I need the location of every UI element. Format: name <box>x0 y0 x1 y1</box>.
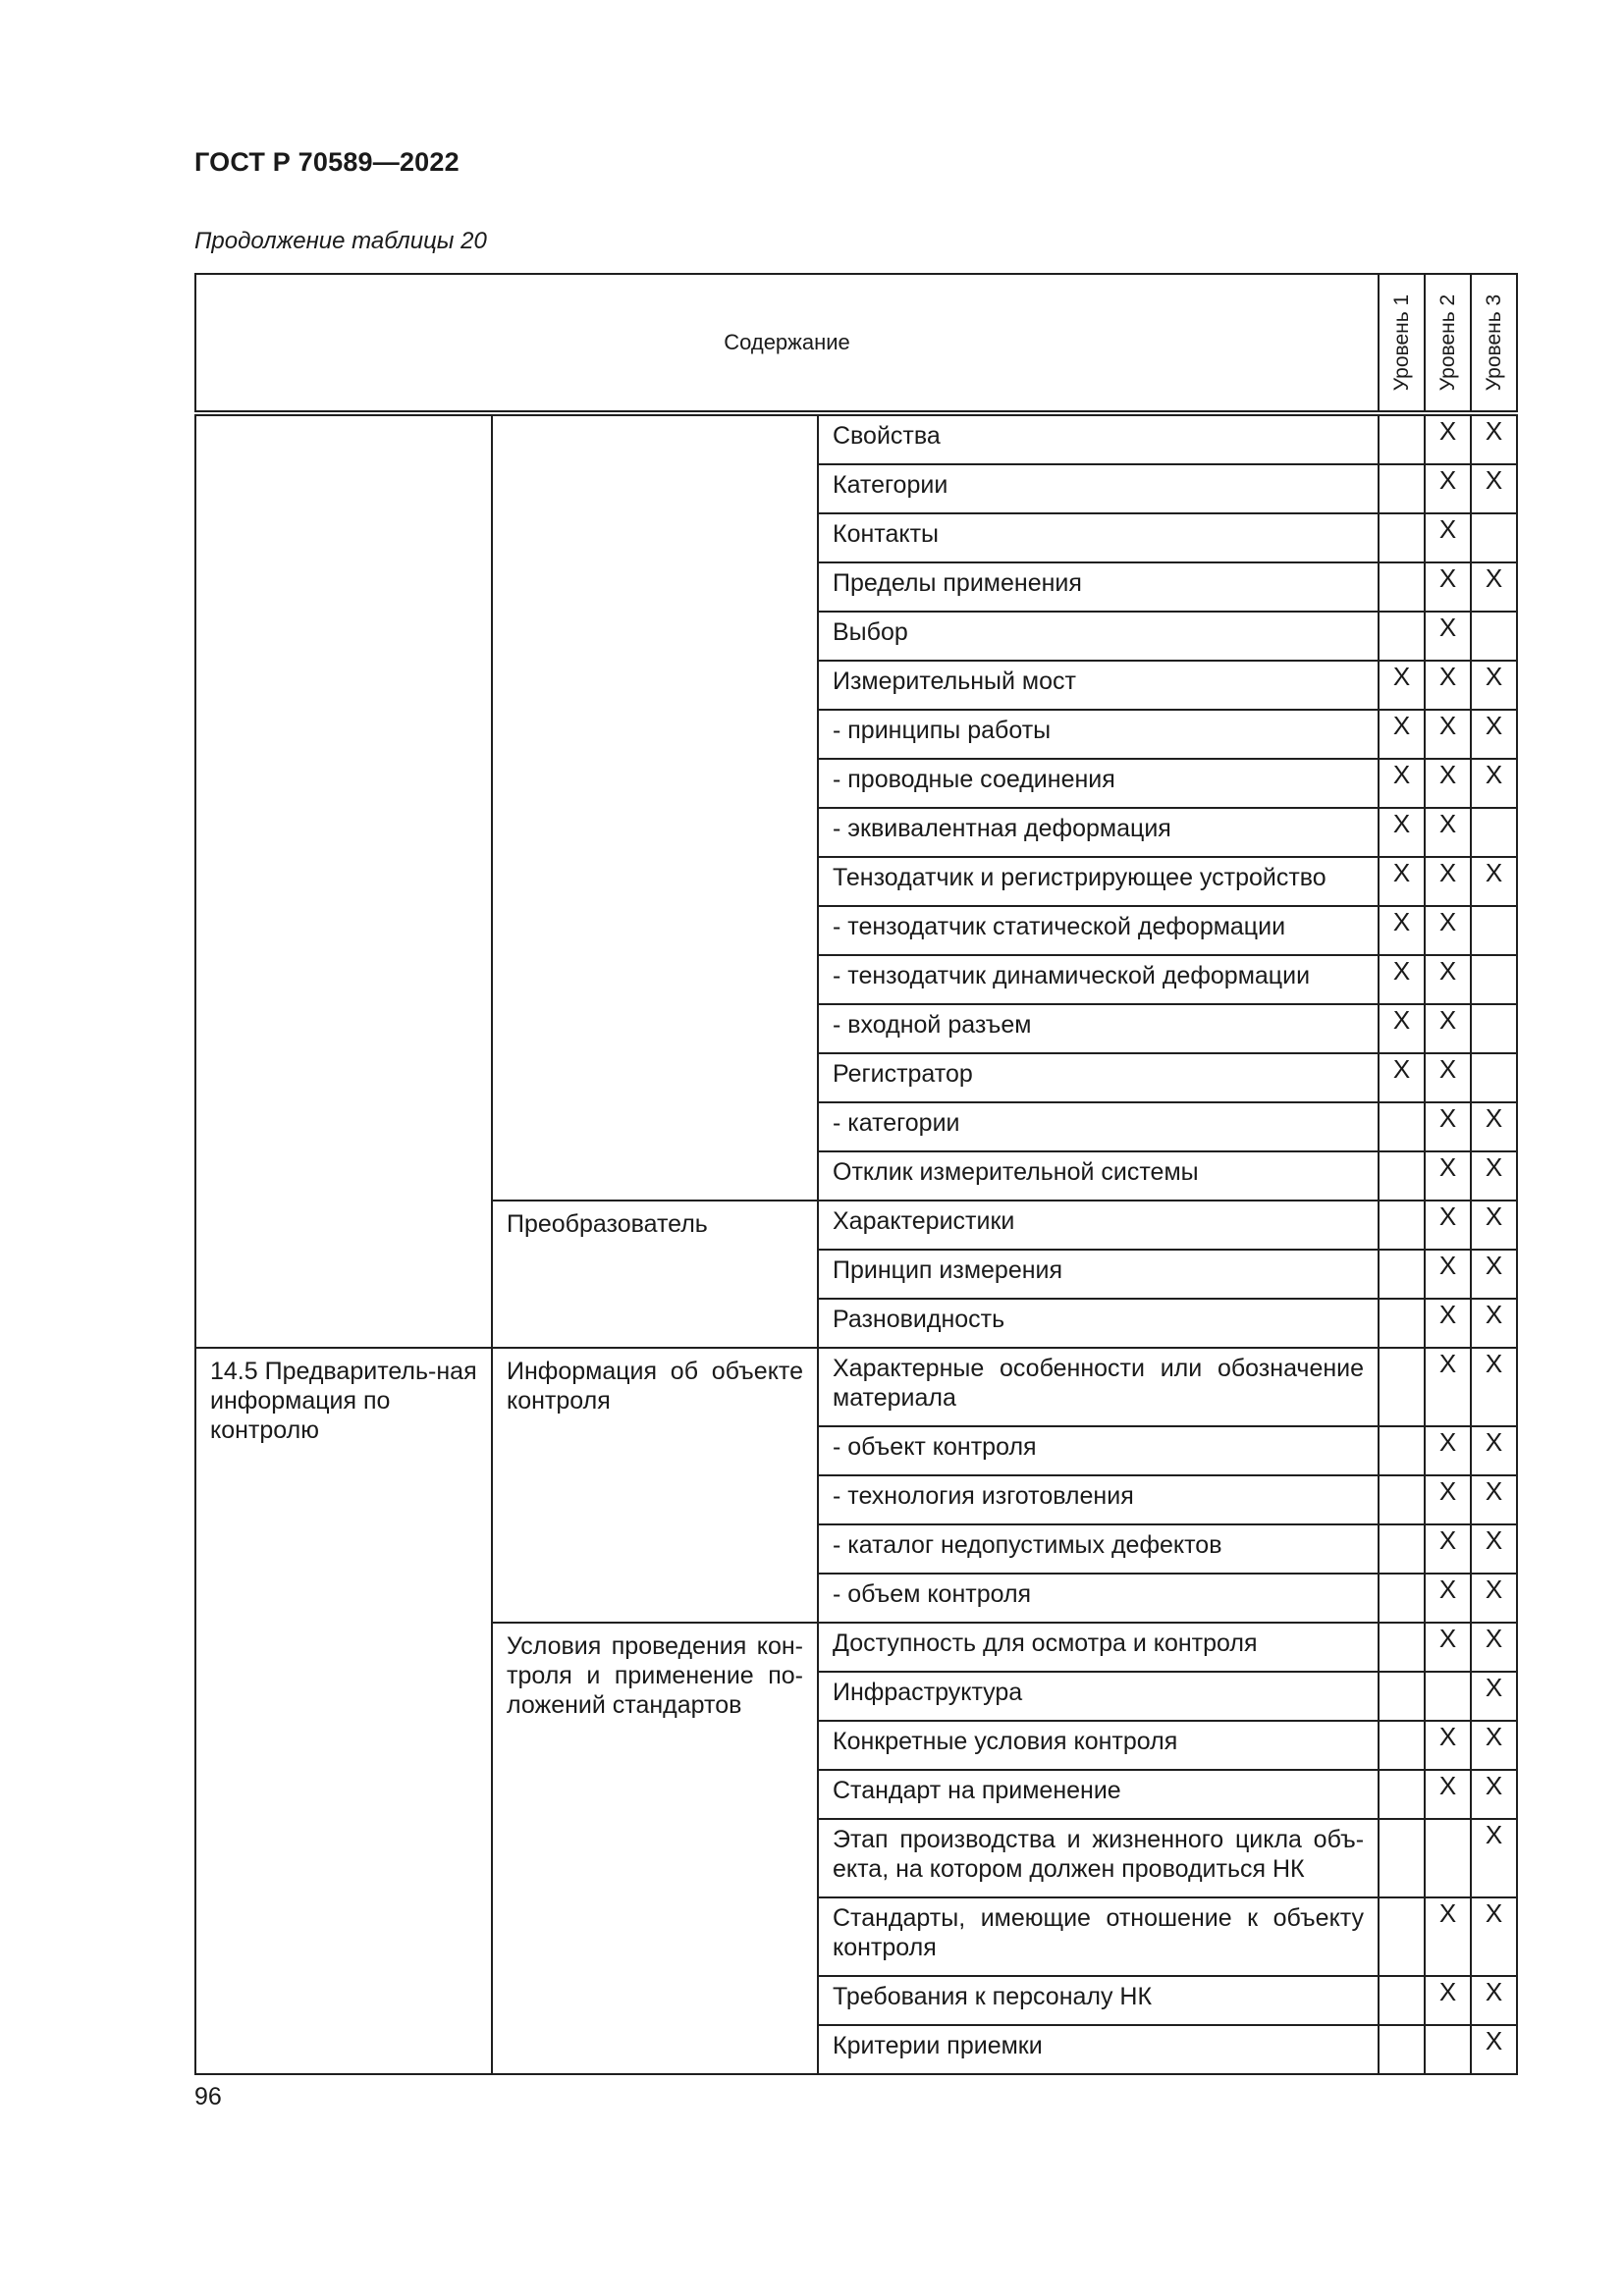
level-3-mark: X <box>1471 464 1517 513</box>
level-1-mark <box>1379 1201 1425 1250</box>
level-1-mark <box>1379 1250 1425 1299</box>
item-label: Критерии приемки <box>818 2025 1379 2074</box>
level-2-mark: X <box>1425 1897 1471 1976</box>
level-2-mark: X <box>1425 1623 1471 1672</box>
item-label: Категории <box>818 464 1379 513</box>
header-content: Содержание <box>195 274 1379 413</box>
item-label: - объем контроля <box>818 1574 1379 1623</box>
level-3-mark: X <box>1471 1897 1517 1976</box>
level-1-mark: X <box>1379 710 1425 759</box>
item-label: Пределы применения <box>818 562 1379 612</box>
item-label: - тензодатчик статической деформации <box>818 906 1379 955</box>
level-1-mark <box>1379 1102 1425 1151</box>
level-1-mark: X <box>1379 1004 1425 1053</box>
level-2-mark: X <box>1425 562 1471 612</box>
group-converter: Преобразователь <box>492 1201 818 1348</box>
level-3-mark <box>1471 513 1517 562</box>
level-3-mark <box>1471 808 1517 857</box>
item-label: Характерные особенности или обозначение материала <box>818 1348 1379 1426</box>
item-label: Инфраструктура <box>818 1672 1379 1721</box>
item-label: Стандарты, имеющие отношение к объекту контроля <box>818 1897 1379 1976</box>
item-label: - проводные соединения <box>818 759 1379 808</box>
item-label: - объект контроля <box>818 1426 1379 1475</box>
level-3-mark: X <box>1471 1102 1517 1151</box>
level-2-mark: X <box>1425 1348 1471 1426</box>
table-caption: Продолжение таблицы 20 <box>194 228 487 254</box>
level-1-mark <box>1379 1348 1425 1426</box>
level-2-mark: X <box>1425 513 1471 562</box>
level-2-mark: X <box>1425 1004 1471 1053</box>
level-2-mark: X <box>1425 808 1471 857</box>
item-label: Тензодатчик и регистрирующее устройство <box>818 857 1379 906</box>
level-3-mark: X <box>1471 1770 1517 1819</box>
item-label: Характеристики <box>818 1201 1379 1250</box>
item-label: Свойства <box>818 413 1379 464</box>
level-3-mark: X <box>1471 1348 1517 1426</box>
level-2-mark: X <box>1425 759 1471 808</box>
level-2-mark: X <box>1425 955 1471 1004</box>
level-1-mark <box>1379 1819 1425 1897</box>
level-3-mark: X <box>1471 759 1517 808</box>
level-3-mark: X <box>1471 710 1517 759</box>
item-label: - категории <box>818 1102 1379 1151</box>
level-2-mark <box>1425 1672 1471 1721</box>
level-3-mark: X <box>1471 1721 1517 1770</box>
level-1-mark <box>1379 1151 1425 1201</box>
level-1-mark <box>1379 1976 1425 2025</box>
level-1-mark <box>1379 2025 1425 2074</box>
level-2-mark: X <box>1425 1102 1471 1151</box>
item-label: Контакты <box>818 513 1379 562</box>
level-1-mark: X <box>1379 661 1425 710</box>
level-3-mark: X <box>1471 1524 1517 1574</box>
header-level-1-label: Уровень 1 <box>1389 294 1413 392</box>
level-3-mark: X <box>1471 413 1517 464</box>
level-3-mark: X <box>1471 1574 1517 1623</box>
table-row <box>195 413 1517 464</box>
item-label: Выбор <box>818 612 1379 661</box>
item-label: Этап производства и жизненного цикла объ-екта, на котором должен проводиться НК <box>818 1819 1379 1897</box>
item-label: Стандарт на применение <box>818 1770 1379 1819</box>
level-2-mark: X <box>1425 1770 1471 1819</box>
level-1-mark <box>1379 1299 1425 1348</box>
level-1-mark <box>1379 1475 1425 1524</box>
group-cell-empty <box>492 413 818 1201</box>
level-3-mark: X <box>1471 661 1517 710</box>
table-row <box>195 1348 1517 1426</box>
level-3-mark: X <box>1471 2025 1517 2074</box>
level-2-mark: X <box>1425 1976 1471 2025</box>
level-3-mark: X <box>1471 1976 1517 2025</box>
level-1-mark <box>1379 1770 1425 1819</box>
level-2-mark <box>1425 2025 1471 2074</box>
level-1-mark <box>1379 1574 1425 1623</box>
item-label: - принципы работы <box>818 710 1379 759</box>
table-header-row <box>195 274 1517 413</box>
group-conditions: Условия проведения кон-троля и применение по-ложений стандартов <box>492 1623 818 2074</box>
level-3-mark <box>1471 1053 1517 1102</box>
level-2-mark: X <box>1425 1151 1471 1201</box>
document-title: ГОСТ Р 70589—2022 <box>194 147 460 177</box>
item-label: Разновидность <box>818 1299 1379 1348</box>
item-label: - технология изготовления <box>818 1475 1379 1524</box>
item-label: - входной разъем <box>818 1004 1379 1053</box>
level-2-mark: X <box>1425 661 1471 710</box>
level-3-mark: X <box>1471 1250 1517 1299</box>
level-3-mark <box>1471 955 1517 1004</box>
level-1-mark <box>1379 1897 1425 1976</box>
level-3-mark: X <box>1471 1426 1517 1475</box>
header-level-2 <box>1425 274 1471 413</box>
level-1-mark <box>1379 1623 1425 1672</box>
level-1-mark <box>1379 464 1425 513</box>
item-label: Требования к персоналу НК <box>818 1976 1379 2025</box>
level-1-mark: X <box>1379 759 1425 808</box>
item-label: - тензодатчик динамической деформации <box>818 955 1379 1004</box>
level-2-mark: X <box>1425 612 1471 661</box>
item-label: Измерительный мост <box>818 661 1379 710</box>
level-3-mark: X <box>1471 1299 1517 1348</box>
level-2-mark: X <box>1425 1721 1471 1770</box>
item-label: - эквивалентная деформация <box>818 808 1379 857</box>
level-2-mark: X <box>1425 1250 1471 1299</box>
level-1-mark <box>1379 1672 1425 1721</box>
header-level-1 <box>1379 274 1425 413</box>
level-2-mark: X <box>1425 710 1471 759</box>
item-label: Отклик измерительной системы <box>818 1151 1379 1201</box>
level-2-mark: X <box>1425 857 1471 906</box>
level-2-mark: X <box>1425 1201 1471 1250</box>
level-3-mark: X <box>1471 1201 1517 1250</box>
topic-preliminary-info: 14.5 Предваритель-ная информация по контролю <box>195 1348 492 2074</box>
level-1-mark: X <box>1379 1053 1425 1102</box>
item-label: Конкретные условия контроля <box>818 1721 1379 1770</box>
level-3-mark: X <box>1471 1151 1517 1201</box>
level-3-mark: X <box>1471 857 1517 906</box>
header-level-3 <box>1471 274 1517 413</box>
level-2-mark: X <box>1425 1475 1471 1524</box>
level-1-mark: X <box>1379 955 1425 1004</box>
item-label: Регистратор <box>818 1053 1379 1102</box>
group-object-info: Информация об объекте контроля <box>492 1348 818 1623</box>
level-1-mark: X <box>1379 857 1425 906</box>
level-2-mark: X <box>1425 1426 1471 1475</box>
level-2-mark: X <box>1425 413 1471 464</box>
level-1-mark <box>1379 1721 1425 1770</box>
item-label: - каталог недопустимых дефектов <box>818 1524 1379 1574</box>
level-2-mark: X <box>1425 1524 1471 1574</box>
level-2-mark: X <box>1425 1053 1471 1102</box>
level-1-mark <box>1379 562 1425 612</box>
level-3-mark: X <box>1471 1672 1517 1721</box>
content-table <box>194 273 1518 2075</box>
level-3-mark <box>1471 612 1517 661</box>
level-3-mark <box>1471 906 1517 955</box>
level-3-mark <box>1471 1004 1517 1053</box>
level-1-mark: X <box>1379 906 1425 955</box>
item-label: Принцип измерения <box>818 1250 1379 1299</box>
level-3-mark: X <box>1471 1819 1517 1897</box>
header-level-3-label: Уровень 3 <box>1482 294 1505 392</box>
level-3-mark: X <box>1471 562 1517 612</box>
level-3-mark: X <box>1471 1623 1517 1672</box>
item-label: Доступность для осмотра и контроля <box>818 1623 1379 1672</box>
level-2-mark <box>1425 1819 1471 1897</box>
level-1-mark: X <box>1379 808 1425 857</box>
level-1-mark <box>1379 413 1425 464</box>
level-2-mark: X <box>1425 1574 1471 1623</box>
level-2-mark: X <box>1425 906 1471 955</box>
level-3-mark: X <box>1471 1475 1517 1524</box>
level-1-mark <box>1379 1426 1425 1475</box>
page-number: 96 <box>194 2083 222 2110</box>
level-1-mark <box>1379 1524 1425 1574</box>
level-1-mark <box>1379 513 1425 562</box>
level-2-mark: X <box>1425 1299 1471 1348</box>
header-level-2-label: Уровень 2 <box>1435 294 1459 392</box>
topic-cell-empty <box>195 413 492 1348</box>
level-1-mark <box>1379 612 1425 661</box>
level-2-mark: X <box>1425 464 1471 513</box>
